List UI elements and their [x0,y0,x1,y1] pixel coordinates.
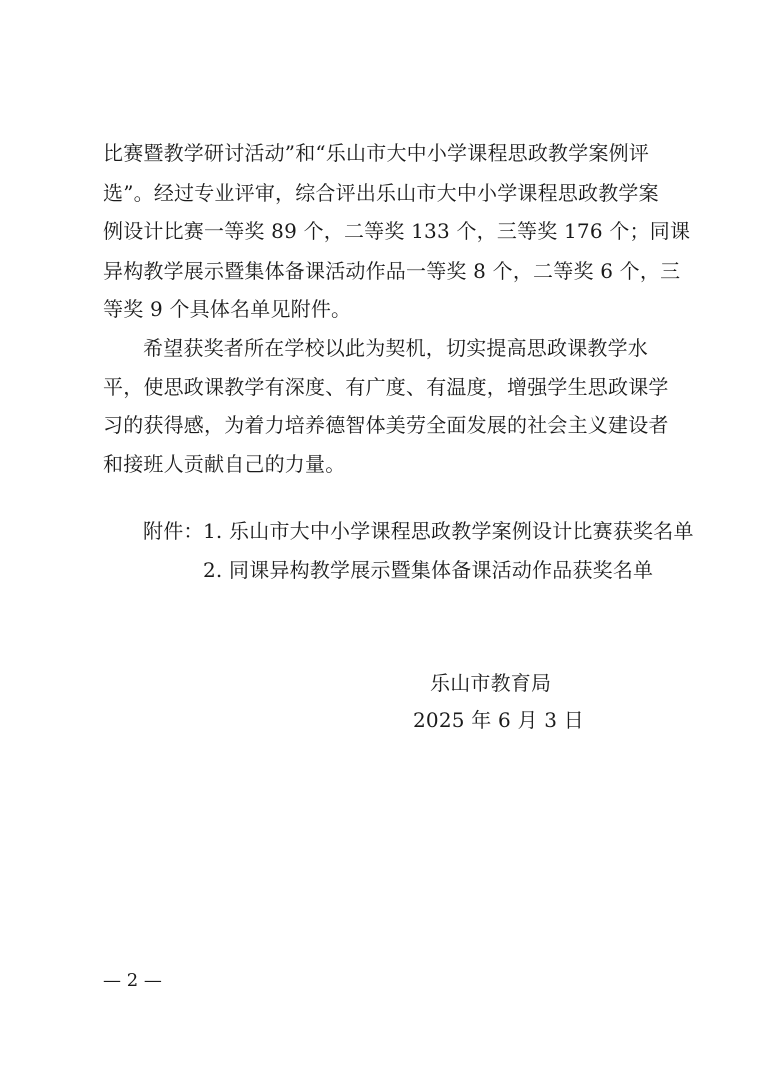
attachment-item-1: 1. 乐山市大中小学课程思政教学案例设计比赛获奖名单 [203,519,694,543]
body-line-8: 习的获得感，为着力培养德智体美劳全面发展的社会主义建设者 [103,413,669,437]
body-line-3: 例设计比赛一等奖 89 个，二等奖 133 个，三等奖 176 个；同课 [103,219,691,243]
attachments-label: 附件： [143,519,204,543]
body-line-7: 平，使思政课教学有深度、有广度、有温度，增强学生思政课学 [103,375,669,399]
body-line-9: 和接班人贡献自己的力量。 [103,452,346,476]
body-line-6: 希望获奖者所在学校以此为契机，切实提高思政课教学水 [143,336,648,360]
body-line-1: 比赛暨教学研讨活动”和“乐山市大中小学课程思政教学案例评 [103,141,650,165]
issuer-name: 乐山市教育局 [430,671,552,695]
body-line-5: 等奖 9 个具体名单见附件。 [103,297,352,321]
page-number: — 2 — [103,970,162,991]
attachment-item-2: 2. 同课异构教学展示暨集体备课活动作品获奖名单 [203,558,654,582]
body-line-4: 异构教学展示暨集体备课活动作品一等奖 8 个，二等奖 6 个，三 [103,259,681,283]
issue-date: 2025 年 6 月 3 日 [413,708,584,732]
body-line-2: 选”。经过专业评审，综合评出乐山市大中小学课程思政教学案 [103,181,659,205]
